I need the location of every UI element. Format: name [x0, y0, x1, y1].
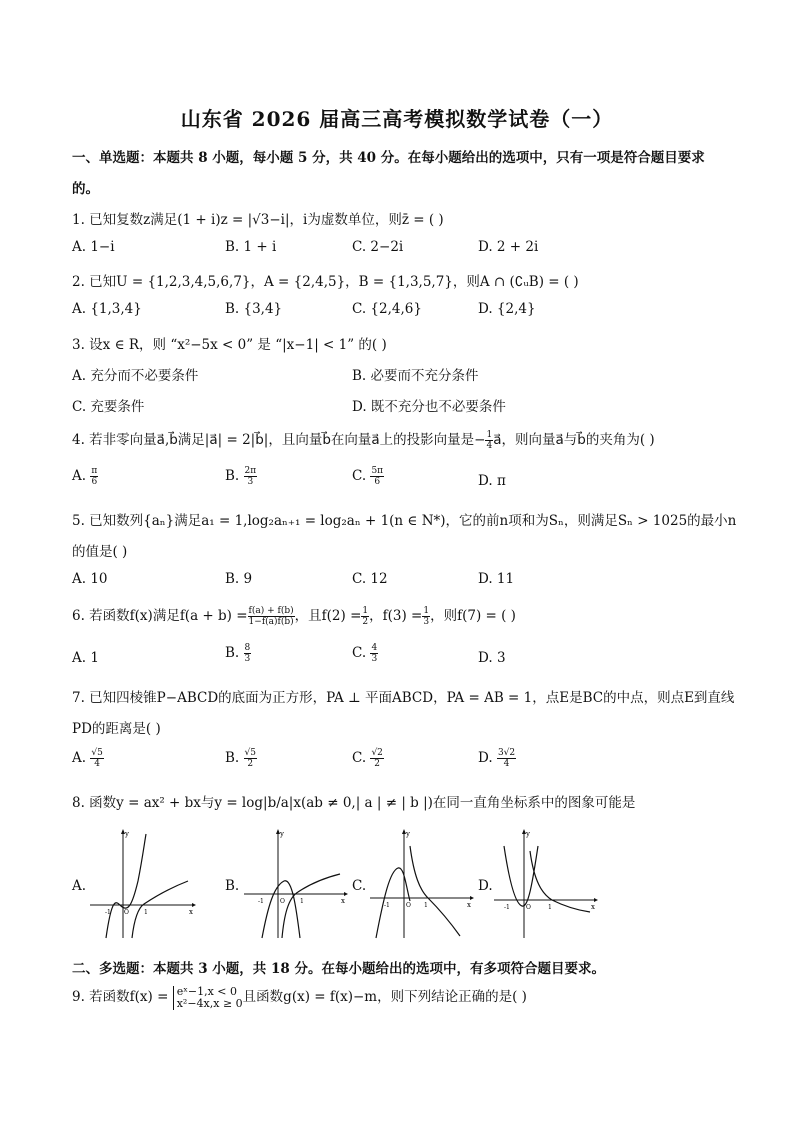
- q8-graph-b: [240, 826, 350, 941]
- q6-f3-num: 1: [423, 606, 430, 616]
- section1-header: 一、单选题：本题共 8 小题，每小题 5 分，共 40 分。在每小题给出的选项中，只有一项是符合题目要求: [72, 150, 705, 166]
- q8-graph-b-x-arrow: [344, 892, 348, 896]
- q4-option-a-num: π: [91, 466, 98, 476]
- q1-option-a: A. 1−i: [72, 239, 115, 255]
- q3-option-d: D. 既不充分也不必要条件: [352, 399, 506, 415]
- q8-graph-d-log-curve: [530, 851, 590, 912]
- q5-stem: 5. 已知数列{aₙ}满足a₁ = 1,log₂aₙ₊₁ = log₂aₙ + 1(n ∈ N*)，它的前n项和为Sₙ，则满足Sₙ > 1025的最小n: [72, 513, 737, 529]
- q4-option-c-num: 5π: [371, 466, 384, 476]
- q7-option-a-num: √5: [91, 748, 103, 758]
- q1-option-c: C. 2−2i: [352, 239, 404, 255]
- q6-stem-part2: ，且f(2) =: [294, 608, 362, 624]
- q7-stem: 7. 已知四棱锥P−ABCD的底面为正方形，PA ⊥ 平面ABCD，PA = AB = 1，点E是BC的中点，则点E到直线: [72, 690, 735, 706]
- q8-graph-a-log-curve: [132, 881, 188, 938]
- q6-f2-fraction: [361, 606, 369, 627]
- q8-graph-c-tick-1: 1: [424, 902, 428, 909]
- q8-graph-c-tick-neg1: -1: [384, 902, 390, 909]
- q2-option-a: A. {1,3,4}: [72, 301, 142, 317]
- q8-option-a-label: A.: [72, 878, 87, 894]
- q7-option-b-den: 2: [247, 759, 254, 769]
- q7-option-d-den: 4: [503, 759, 510, 769]
- q7-option-a-label: A.: [72, 750, 87, 766]
- q8-graph-d-origin: O: [526, 904, 531, 911]
- q7-stem-cont: PD的距离是( ): [72, 721, 161, 737]
- q7-option-c-frac: [370, 748, 383, 769]
- q6-option-b-frac: [244, 643, 252, 664]
- q5-option-c: C. 12: [352, 571, 388, 587]
- q8-graph-a-origin: O: [124, 909, 129, 916]
- q8-graph-a-y-label: y: [125, 830, 129, 838]
- section1-header-cont: 的。: [72, 181, 99, 197]
- q7-option-b-label: B.: [225, 750, 240, 766]
- q7-option-c-den: 2: [374, 759, 381, 769]
- q6-f2-den: 2: [362, 617, 369, 627]
- q6-option-c: [352, 643, 378, 664]
- q8-graph-a-x-arrow: [192, 903, 196, 907]
- q5-option-d: D. 11: [478, 571, 515, 587]
- q4-option-c-label: C.: [352, 468, 367, 484]
- q9-piece-1: eˣ−1,x < 0: [176, 984, 238, 998]
- q6-option-d-label: D.: [478, 650, 493, 666]
- q7-option-d: [478, 748, 516, 769]
- q8-graph-c-y-label: y: [406, 830, 410, 838]
- q8-graph-a-x-label: x: [189, 908, 193, 916]
- q7-option-d-frac: [497, 748, 516, 769]
- q7-option-b-frac: [244, 748, 257, 769]
- q8-graph-b-tick-1: 1: [300, 898, 304, 905]
- q6-stem-fraction: [248, 606, 295, 627]
- q8-option-c-label: C.: [352, 878, 367, 894]
- q4-option-b-den: 3: [247, 477, 254, 487]
- q6-option-b: [225, 643, 251, 664]
- q8-graph-b-origin: O: [280, 898, 285, 905]
- q4-option-d-label: D.: [478, 473, 493, 489]
- q6-option-b-label: B.: [225, 645, 240, 661]
- q9-stem: [72, 985, 527, 1010]
- q7-option-c-num: √2: [371, 748, 383, 758]
- q3-stem: 3. 设x ∈ R，则 “x²−5x < 0” 是 “|x−1| < 1” 的( ): [72, 337, 387, 353]
- q4-option-b-num: 2π: [244, 466, 257, 476]
- q6-stem-part1: 6. 若函数f(x)满足f(a + b) =: [72, 608, 248, 624]
- q8-graph-b-y-label: y: [280, 830, 284, 838]
- q4-frac-num: 1: [486, 430, 493, 440]
- q8-stem: 8. 函数y = ax² + bx与y = log|b/a|x(ab ≠ 0,| a | ≠ | b |)在同一直角坐标系中的图象可能是: [72, 795, 636, 811]
- q9-piece-2: x²−4x,x ≥ 0: [176, 996, 243, 1010]
- q4-option-a-frac: [90, 466, 98, 487]
- q6-option-c-label: C.: [352, 645, 367, 661]
- q5-stem-cont: 的值是( ): [72, 544, 128, 560]
- q6-option-a: [72, 650, 99, 666]
- q8-graph-c-x-label: x: [467, 901, 471, 909]
- q8-graph-c: [366, 826, 476, 941]
- q7-option-c: [352, 748, 384, 769]
- q3-option-b: B. 必要而不充分条件: [352, 368, 479, 384]
- q7-option-b-num: √5: [244, 748, 256, 758]
- q1-option-b: B. 1 + i: [225, 239, 277, 255]
- q8-graph-b-tick-neg1: -1: [258, 898, 264, 905]
- q8-graph-b-log-curve: [282, 874, 340, 938]
- q8-graph-b-parabola: [262, 881, 300, 938]
- q6-option-d: [478, 650, 506, 666]
- q7-option-d-label: D.: [478, 750, 493, 766]
- q8-graph-c-parabola: [376, 868, 410, 938]
- q8-option-b-label: B.: [225, 878, 240, 894]
- q8-graph-d-y-label: y: [526, 830, 530, 838]
- q6-option-d-text: 3: [496, 650, 506, 666]
- q8-graph-c-x-arrow: [470, 896, 474, 900]
- q7-option-a-frac: [90, 748, 103, 769]
- q5-option-a: A. 10: [72, 571, 108, 587]
- q6-f2-num: 1: [362, 606, 369, 616]
- q6-stem-part3: ，f(3) =: [369, 608, 423, 624]
- q6-frac-den: 1−f(a)f(b): [248, 617, 294, 627]
- q6-option-b-num: 8: [244, 643, 251, 653]
- q8-graph-d-x-label: x: [591, 903, 595, 911]
- q5-option-b: B. 9: [225, 571, 253, 587]
- q6-f3-fraction: [422, 606, 430, 627]
- q3-option-a: A. 充分而不必要条件: [72, 368, 199, 384]
- q2-option-b: B. {3,4}: [225, 301, 283, 317]
- q2-option-c: C. {2,4,6}: [352, 301, 422, 317]
- q9-stem-part1: 9. 若函数f(x) =: [72, 989, 169, 1005]
- q3-option-c: C. 充要条件: [72, 399, 145, 415]
- q6-option-b-den: 3: [244, 654, 251, 664]
- q2-option-d: D. {2,4}: [478, 301, 536, 317]
- q6-option-c-num: 4: [371, 643, 378, 653]
- q7-option-a: [72, 748, 104, 769]
- page-title: 山东省 2026 届高三高考模拟数学试卷（一）: [180, 107, 614, 131]
- q9-stem-part2: 且函数g(x) = f(x)−m，则下列结论正确的是( ): [242, 989, 527, 1005]
- q7-option-c-label: C.: [352, 750, 367, 766]
- q8-graph-a-parabola: [106, 834, 146, 938]
- q6-option-a-label: A.: [72, 650, 87, 666]
- q2-stem: 2. 已知U = {1,2,3,4,5,6,7}，A = {2,4,5}，B = {1,3,5,7}，则A ∩ (∁ᵤB) = ( ): [72, 274, 579, 290]
- q4-option-d: [478, 473, 506, 489]
- q1-option-d: D. 2 + 2i: [478, 239, 539, 255]
- q8-graph-d-x-arrow: [594, 898, 598, 902]
- q4-option-a-den: 6: [91, 477, 98, 487]
- q4-option-b: [225, 466, 257, 487]
- q8-option-d-label: D.: [478, 878, 493, 894]
- q4-option-c-den: 6: [374, 477, 381, 487]
- q8-graph-a-tick-1: 1: [144, 909, 148, 916]
- q4-stem: [72, 428, 655, 451]
- q4-stem-part2: a⃗，则向量a⃗与b⃗的夹角为( ): [493, 432, 655, 448]
- q4-option-a: [72, 466, 98, 487]
- q6-f3-den: 3: [423, 617, 430, 627]
- q7-option-a-den: 4: [94, 759, 100, 769]
- q8-graph-a: [88, 826, 198, 941]
- section2-header: 二、多选题：本题共 3 小题，共 18 分。在每小题给出的选项中，有多项符合题目要求。: [72, 961, 605, 977]
- q4-option-d-text: π: [496, 473, 506, 489]
- q8-graph-b-x-label: x: [341, 897, 345, 905]
- q4-option-a-label: A.: [72, 468, 87, 484]
- q9-piecewise: [173, 986, 243, 1010]
- q4-frac-den: 4: [486, 441, 493, 451]
- q6-option-c-frac: [370, 643, 378, 664]
- q6-frac-num: f(a) + f(b): [248, 606, 294, 616]
- q8-graph-a-tick-neg1: -1: [105, 909, 111, 916]
- q8-graph-c-origin: O: [406, 902, 411, 909]
- q4-option-b-frac: [244, 466, 258, 487]
- q4-option-c-frac: [370, 466, 384, 487]
- q8-graph-d-parabola: [504, 846, 538, 906]
- q6-stem: [72, 604, 516, 627]
- q1-stem: 1. 已知复数z满足(1 + i)z = |√3−i|，i为虚数单位，则z̄ = ( ): [72, 212, 444, 228]
- q6-option-c-den: 3: [371, 654, 378, 664]
- q4-stem-part1: 4. 若非零向量a⃗,b⃗满足|a⃗| = 2|b⃗|，且向量b⃗在向量a⃗上的投影向量是−: [72, 432, 486, 448]
- q4-option-c: [352, 466, 384, 487]
- q8-graph-c-log-curve: [410, 846, 460, 936]
- q8-graph-d: [490, 826, 600, 941]
- q7-option-d-num: 3√2: [497, 748, 516, 758]
- q8-graph-d-tick-1: 1: [548, 904, 552, 911]
- q6-stem-part4: ，则f(7) = ( ): [430, 608, 516, 624]
- q8-graph-d-tick-neg1: -1: [504, 904, 510, 911]
- q4-option-b-label: B.: [225, 468, 240, 484]
- q7-option-b: [225, 748, 257, 769]
- q6-option-a-text: 1: [90, 650, 99, 666]
